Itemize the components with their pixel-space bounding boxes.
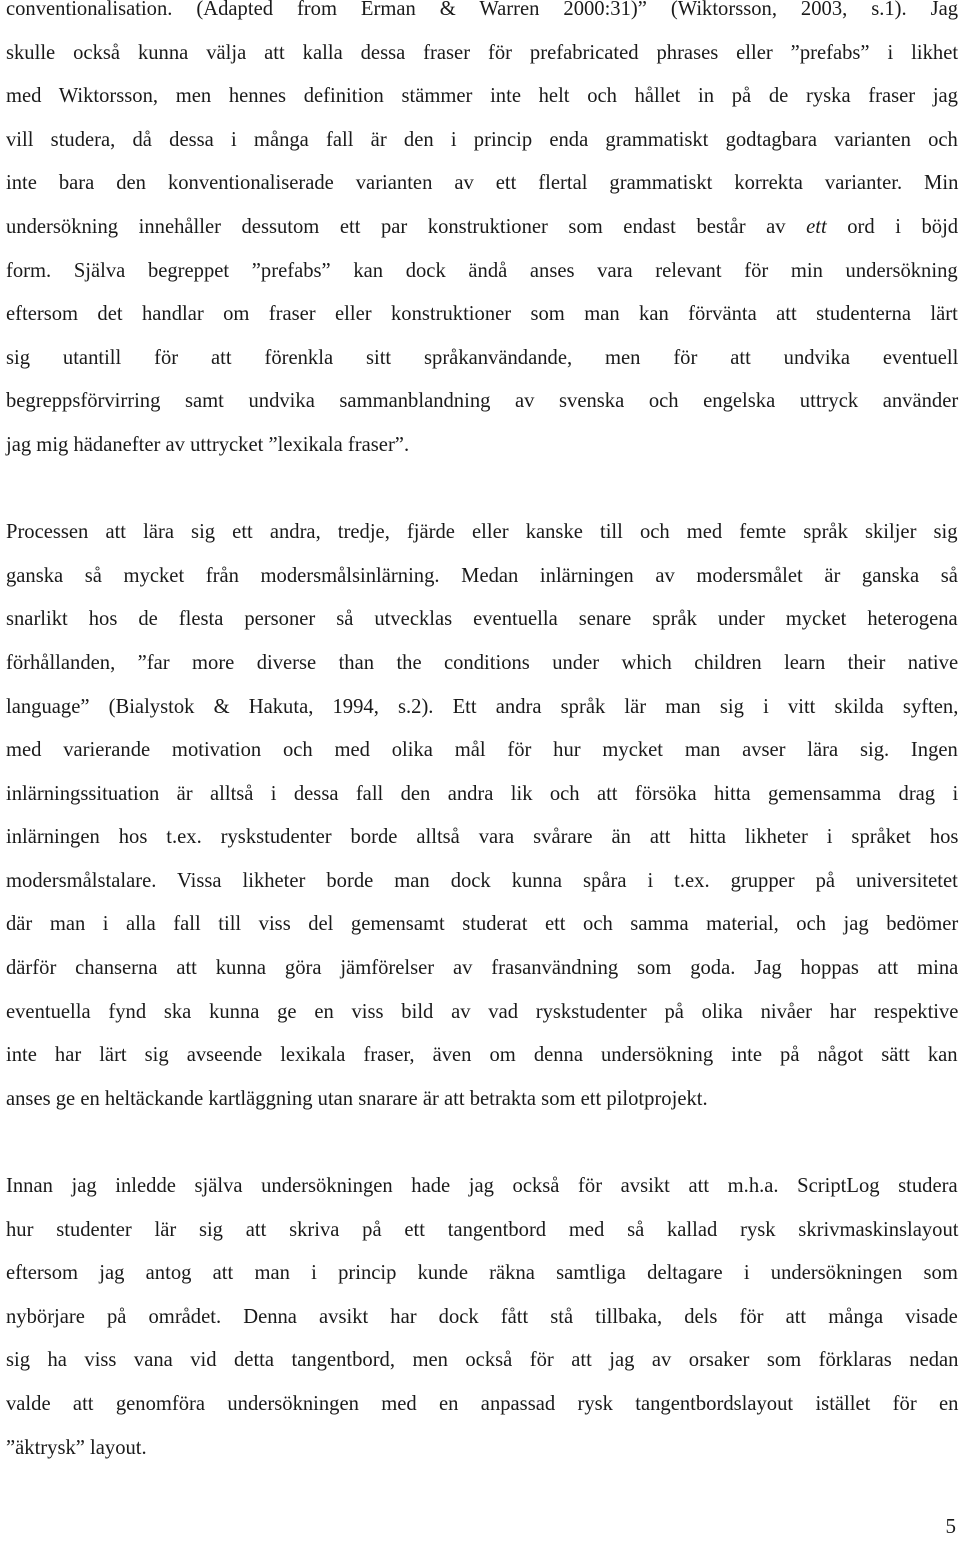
text-line: sig ha viss vana vid detta tangentbord, men också för att jag av orsaker som förklaras nedan (6, 1349, 959, 1372)
paragraph-prefabs (6, 0, 958, 468)
text-line: valde att genomföra undersökningen med en anpassad rysk tangentbordslayout istället för en (6, 1393, 959, 1415)
paragraph-gap (6, 468, 958, 512)
text-line: conventionalisation. (Adapted from Erman & Warren 2000:31)” (Wiktorsson, 2003, s.1). Jag (6, 0, 959, 20)
text-line: förhållanden, ”far more diverse than the conditions under which children learn their native (6, 651, 959, 674)
text-line: skulle också kunna välja att kalla dessa fraser för prefabricated phrases eller ”prefabs” i likhet (6, 41, 959, 64)
paragraph-language-learning (6, 511, 958, 1121)
text-line: ganska så mycket från modersmålsinlärning. Medan inlärningen av modersmålet är ganska så (6, 564, 958, 587)
paragraph-scriptlog (6, 1165, 958, 1470)
text-line: hur studenter lär sig att skriva på ett tangentbord med så kallad rysk skrivmaskinslayout (6, 1218, 959, 1241)
text-run: ord i böjd (826, 215, 959, 238)
text-line: inte bara den konventionaliserade varianten av ett flertal grammatiskt korrekta varianter. Min (6, 172, 959, 195)
text-line: inte har lärt sig avseende lexikala fraser, även om denna undersökning inte på något sätt kan (6, 1044, 958, 1067)
paragraph-gap (6, 1121, 958, 1165)
text-line: jag mig hädanefter av uttrycket ”lexikala fraser”. (6, 433, 410, 456)
text-line (6, 206, 958, 250)
text-line: därför chanserna att kunna göra jämförelser av frasanvändning som goda. Jag hoppas att mina (6, 957, 959, 980)
text-line: Processen att lära sig ett andra, tredje, fjärde eller kanske till och med femte språk skiljer sig (6, 521, 958, 544)
italic-word: ett (806, 215, 827, 238)
text-line: form. Själva begreppet ”prefabs” kan dock ändå anses vara relevant för min undersökning (6, 259, 958, 282)
text-line: eventuella fynd ska kunna ge en viss bild av vad ryskstudenter på olika nivåer har respektive (6, 1000, 959, 1023)
text-line: med varierande motivation och med olika mål för hur mycket man avser lära sig. Ingen (6, 739, 958, 762)
text-line: anses ge en heltäckande kartläggning utan snarare är att betrakta som ett pilotprojekt. (6, 1087, 708, 1110)
text-line: nybörjare på området. Denna avsikt har dock fått stå tillbaka, dels för att många visade (6, 1305, 958, 1328)
text-line: begreppsförvirring samt undvika sammanblandning av svenska och engelska uttryck använder (6, 390, 959, 413)
page-number: 5 (945, 1514, 956, 1538)
text-line: eftersom det handlar om fraser eller konstruktioner som man kan förvänta att studenterna lärt (6, 303, 958, 326)
text-line: med Wiktorsson, men hennes definition stämmer inte helt och hållet in på de ryska fraser jag (6, 85, 958, 108)
text-line: modersmålstalare. Vissa likheter borde man dock kunna spåra i t.ex. grupper på universitetet (6, 869, 958, 892)
text-run: undersökning innehåller dessutom ett par konstruktioner som endast består av (6, 215, 807, 238)
text-line: vill studera, då dessa i många fall är den i princip enda grammatiskt godtagbara varianten och (6, 128, 958, 151)
text-line: inlärningssituation är alltså i dessa fall den andra lik och att försöka hitta gemensamma drag i (6, 782, 959, 805)
text-line: inlärningen hos t.ex. ryskstudenter borde alltså vara svårare än att hitta likheter i språket hos (6, 826, 959, 849)
document-page (6, 0, 958, 1470)
text-line: language” (Bialystok & Hakuta, 1994, s.2). Ett andra språk lär man sig i vitt skilda syften, (6, 695, 959, 718)
text-line: Innan jag inledde själva undersökningen hade jag också för avsikt att m.h.a. ScriptLog studera (6, 1175, 958, 1198)
text-line: där man i alla fall till viss del gemensamt studerat ett och samma material, och jag bedömer (6, 913, 959, 936)
text-line: sig utantill för att förenkla sitt språkanvändande, men för att undvika eventuell (6, 346, 959, 369)
text-line: ”äktrysk” layout. (6, 1436, 147, 1459)
text-line: snarlikt hos de flesta personer så utvecklas eventuella senare språk under mycket heterogena (6, 608, 958, 631)
text-line: eftersom jag antog att man i princip kunde räkna samtliga deltagare i undersökningen som (6, 1262, 958, 1285)
